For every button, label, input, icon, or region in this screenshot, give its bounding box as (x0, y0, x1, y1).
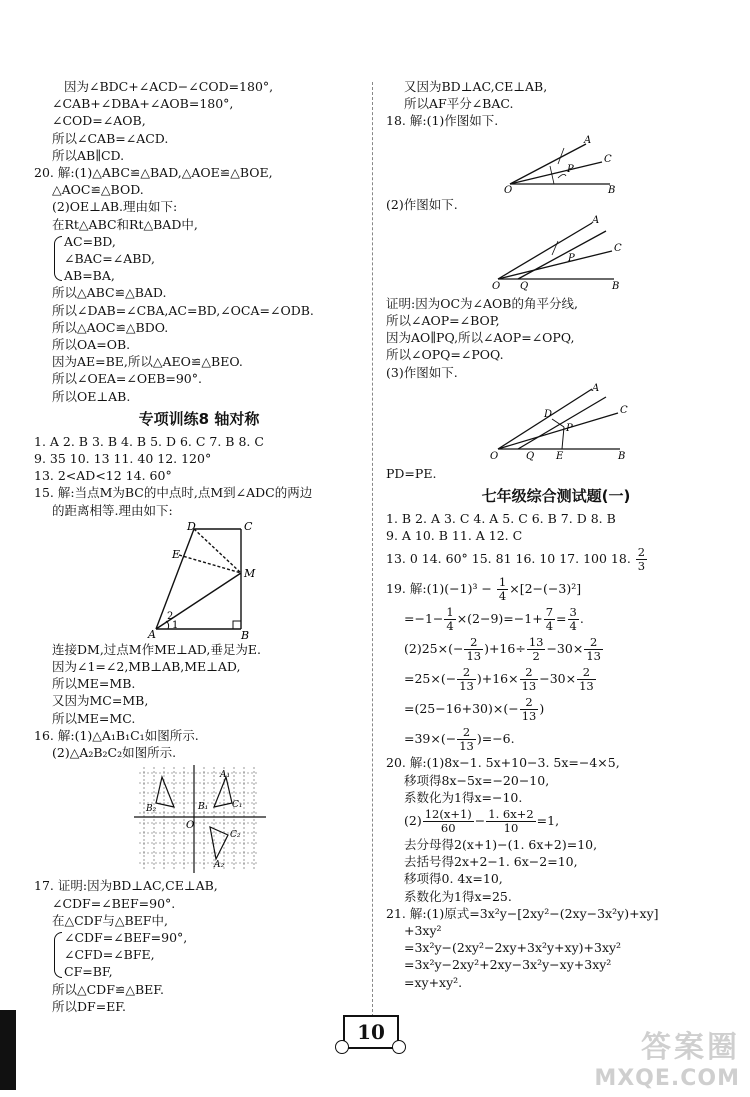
label-1: 1 (172, 619, 179, 631)
text-line: 因为∠BDC+∠ACD−∠COD=180°, (64, 79, 274, 94)
angle-bisector-figure-3 (386, 383, 726, 463)
text-line: 所以∠CAB=∠ACD. (52, 130, 169, 146)
watermark-line2: MXQE.COM (594, 1066, 740, 1091)
math-line: (2)25×(− $\frac{2}{13}$ )+16÷ $\frac{13}{2}$ −30× $\frac{2}{13}$ (404, 635, 601, 664)
text-line: 所以ME=MC. (52, 710, 136, 726)
label-B: B (618, 450, 626, 462)
fraction: $\frac{12(x+1)}{60}$ (424, 807, 472, 836)
answer-row (386, 544, 726, 574)
text-line: 连接DM,过点M作ME⊥AD,垂足为E. (52, 641, 261, 657)
watermark (594, 1022, 740, 1091)
label-C: C (614, 242, 622, 254)
text-line: (2)作图如下. (386, 196, 458, 212)
answer-row: 9. 35 10. 13 11. 40 12. 120° (34, 451, 212, 467)
text-line: 所以OA=OB. (52, 337, 131, 353)
left-column (34, 78, 364, 1015)
page-number-decoration (392, 1040, 406, 1054)
column-divider (372, 82, 373, 1022)
text-line: =xy+xy². (404, 974, 463, 990)
text-line: 证明:因为OC为∠AOB的角平分线, (386, 295, 578, 311)
answer-row: 1. B 2. A 3. C 4. A 5. C 6. B 7. D 8. B (386, 511, 616, 527)
watermark-line1: 答案圈 (641, 1030, 740, 1065)
label-A: A (584, 134, 592, 146)
label-Q: Q (526, 450, 535, 462)
text-line: 所以△ABC≌△BAD. (52, 285, 167, 301)
answer-row: 13. 2<AD<12 14. 60° (34, 468, 172, 484)
text-line: 在Rt△ABC和Rt△BAD中, (52, 216, 198, 232)
equation-system (34, 233, 364, 285)
text-line: CF=BF, (64, 964, 113, 980)
text-line: 20. 解:(1)8x−1. 5x+10−3. 5x=−4×5, (386, 755, 620, 771)
text-line: 系数化为1得x=25. (404, 888, 512, 904)
text-line: 15. 解:当点M为BC的中点时,点M到∠ADC的两边 (34, 485, 313, 501)
text-line: 又因为BD⊥AC,CE⊥AB, (404, 79, 548, 94)
label-P: P (567, 163, 574, 175)
text-line: 18. 解:(1)作图如下. (386, 113, 499, 129)
text-line: 16. 解:(1)△A₁B₁C₁如图所示. (34, 727, 199, 743)
fraction: $\frac{2}{13}$ (521, 665, 537, 694)
fraction: $\frac{2}{13}$ (459, 665, 474, 694)
text-line: +3xy² (404, 923, 442, 939)
math-line: =25×(− $\frac{2}{13}$ )+16× $\frac{2}{13}$ −30× $\frac{2}{13}$ (404, 665, 594, 694)
text-line: 的距离相等.理由如下: (52, 502, 173, 518)
fraction: $\frac{1}{4}$ (498, 575, 507, 604)
equation-system (34, 929, 364, 981)
label-P: P (566, 422, 573, 434)
fraction: $\frac{2}{13}$ (459, 725, 474, 754)
text-line: 系数化为1得x=−10. (404, 789, 523, 805)
fraction: $\frac{2}{13}$ (586, 635, 601, 664)
text-line: =3x²y−(2xy²−2xy+3x²y+xy)+3xy² (404, 940, 622, 956)
text-line: 所以△CDF≌△BEF. (52, 981, 164, 997)
text-line: 所以∠OEA=∠OEB=90°. (52, 371, 202, 387)
label-O: O (492, 280, 501, 292)
label-B: B (612, 280, 620, 292)
label-A2: A₂ (214, 860, 225, 871)
angle-bisector-figure-1 (386, 132, 726, 194)
text-line: 所以∠DAB=∠CBA,AC=BD,∠OCA=∠ODB. (52, 302, 314, 318)
right-column (386, 78, 726, 991)
text-line: 因为∠1=∠2,MB⊥AB,ME⊥AD, (52, 659, 241, 675)
label-C2: C₂ (230, 830, 241, 841)
text-line: 所以AF平分∠BAC. (404, 96, 514, 112)
page-number: 10 (343, 1015, 399, 1049)
label-B: B (241, 628, 250, 639)
section-heading: 七年级综合测试题(一) (481, 487, 631, 506)
text-line: 因为AO∥PQ,所以∠AOP=∠OPQ, (386, 330, 575, 346)
text-line: (3)作图如下. (386, 364, 458, 380)
text-line: 在△CDF与△BEF中, (52, 912, 168, 928)
text-line: 所以ME=MB. (52, 676, 136, 692)
label-B2: B₂ (146, 804, 157, 815)
answer-row: 1. A 2. B 3. B 4. B 5. D 6. C 7. B 8. C (34, 433, 264, 449)
math-line: 19. 解:(1)(−1)³ − $\frac{1}{4}$ ×[2−(−3)²] (386, 575, 582, 604)
label-E: E (172, 547, 181, 561)
angle-bisector-figure-2 (386, 215, 726, 293)
text-line: 所以∠AOP=∠BOP, (386, 313, 500, 329)
label-B: B (608, 184, 616, 194)
text-line: ∠CFD=∠BFE, (64, 947, 155, 963)
text-line: PD=PE. (386, 465, 437, 481)
label-O: O (504, 184, 513, 194)
math-line: =−1− $\frac{1}{4}$ ×(2−9)=−1+ $\frac{7}{4}$ = $\frac{3}{4}$ . (404, 605, 584, 634)
text-line: 又因为MC=MB, (52, 693, 149, 709)
text-line: AB=BA, (64, 268, 115, 284)
math-line: =(25−16+30)×(− $\frac{2}{13}$ ) (404, 695, 545, 724)
fraction: $\frac{1}{4}$ (446, 605, 454, 634)
fraction: $\frac{13}{2}$ (528, 635, 544, 664)
fraction: $\frac{2}{13}$ (466, 635, 482, 664)
fraction: $\frac{2}{13}$ (579, 665, 594, 694)
label-2: 2 (167, 610, 174, 622)
text-line: 所以OE⊥AB. (52, 388, 131, 404)
label-A: A (592, 382, 600, 394)
label-D: D (187, 520, 196, 533)
text-line: 去分母得2(x+1)−(1. 6x+2)=10, (404, 837, 598, 853)
fraction: $\frac{2}{3}$ (637, 545, 646, 574)
text-line: ∠CDF=∠BEF=90°, (64, 929, 188, 945)
text-line: 因为AE=BE,所以△AEO≌△BEO. (52, 354, 243, 370)
text-line: ∠CAB+∠DBA+∠AOB=180°, (52, 96, 234, 112)
grid-reflection-figure (34, 763, 364, 875)
section-heading: 专项训练8 轴对称 (138, 409, 260, 428)
text-line: (2)OE⊥AB.理由如下: (52, 199, 178, 215)
fraction: $\frac{2}{13}$ (521, 695, 537, 724)
page-number-decoration (335, 1040, 349, 1054)
math-line: =39×(− $\frac{2}{13}$ )=−6. (404, 725, 515, 754)
label-C: C (244, 520, 253, 533)
text-line: =3x²y−2xy²+2xy−3x²y−xy+3xy² (404, 957, 612, 973)
label-P: P (568, 252, 575, 264)
text-line: △AOC≌△BOD. (52, 182, 144, 198)
label-origin: O (186, 820, 195, 832)
answer-row: 9. A 10. B 11. A 12. C (386, 528, 523, 544)
text-line: 所以∠OPQ=∠POQ. (386, 347, 504, 363)
label-M: M (244, 566, 256, 580)
text-line: ∠CDF=∠BEF=90°. (52, 895, 176, 911)
text-line: 21. 解:(1)原式=3x²y−[2xy²−(2xy−3x²y)+xy] (386, 905, 659, 921)
trapezoid-figure (34, 521, 364, 639)
text-line: 所以DF=EF. (52, 998, 126, 1014)
label-D: D (544, 408, 553, 420)
text-line: 20. 解:(1)△ABC≌△BAD,△AOE≌△BOE, (34, 165, 273, 181)
label-A1: A₁ (220, 770, 231, 781)
text-line: ∠COD=∠AOB, (52, 113, 146, 129)
label-C: C (620, 404, 628, 416)
text-line: (2)△A₂B₂C₂如图所示. (52, 745, 177, 761)
text-line: 所以△AOC≌△BDO. (52, 319, 169, 335)
text-line: 移项得0. 4x=10, (404, 871, 503, 887)
text-line: 移项得8x−5x=−20−10, (404, 772, 550, 788)
fraction: $\frac{1. 6x+2}{10}$ (488, 807, 534, 836)
math-line: (2) $\frac{12(x+1)}{60}$ − $\frac{1. 6x+2}{10}$ =1, (404, 807, 560, 836)
label-B1: B₁ (198, 802, 209, 813)
label-Q: Q (520, 280, 529, 292)
text-line: AC=BD, (64, 233, 116, 249)
text-line: ∠BAC=∠ABD, (64, 251, 155, 267)
label-E: E (556, 450, 564, 462)
answer-text: 13. 0 14. 60° 15. 81 16. 10 17. 100 18. (386, 551, 631, 567)
text-line: 所以AB∥CD. (52, 147, 125, 163)
text-line: 17. 证明:因为BD⊥AC,CE⊥AB, (34, 878, 218, 894)
label-A: A (592, 214, 600, 226)
fraction: $\frac{3}{4}$ (569, 605, 577, 634)
label-O: O (490, 450, 499, 462)
text-line: 去括号得2x+2−1. 6x−2=10, (404, 854, 578, 870)
label-C: C (604, 153, 612, 165)
fraction: $\frac{7}{4}$ (545, 605, 554, 634)
label-A: A (148, 627, 156, 639)
edge-mark (0, 1010, 16, 1090)
label-C1: C₁ (232, 800, 243, 811)
